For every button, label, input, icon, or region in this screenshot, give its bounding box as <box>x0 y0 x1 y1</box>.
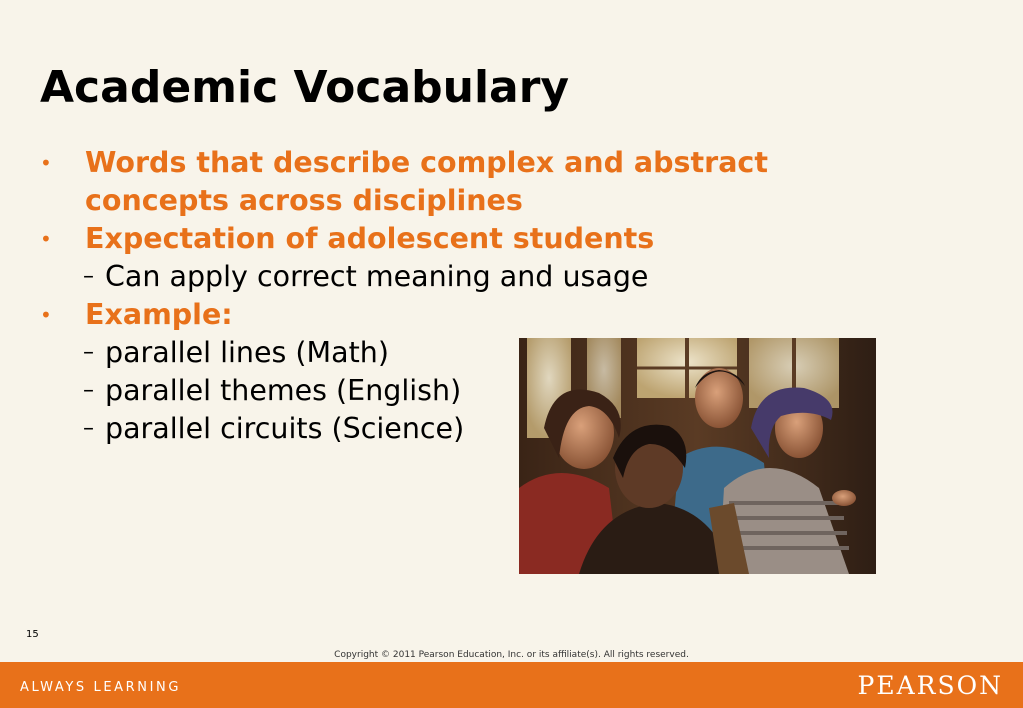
sub-bullet-text: parallel themes (English) <box>105 374 462 407</box>
bullet-text: Words that describe complex and abstract concepts across disciplines <box>85 146 768 217</box>
dash-icon: – <box>83 264 94 289</box>
sub-bullet-text: Can apply correct meaning and usage <box>105 260 649 293</box>
pearson-logo: PEARSON <box>857 671 1003 700</box>
dash-icon: – <box>83 378 94 403</box>
bullet-dot-icon: • <box>40 303 52 327</box>
bullet-dot-icon: • <box>40 151 52 175</box>
sub-bullet-item <box>38 258 858 296</box>
slide-title: Academic Vocabulary <box>40 62 570 113</box>
sub-bullet-text: parallel circuits (Science) <box>105 412 465 445</box>
bullet-dot-icon: • <box>40 227 52 251</box>
bullet-text: Example: <box>85 298 233 331</box>
students-in-classroom-photo <box>519 338 876 574</box>
dash-icon: – <box>83 340 94 365</box>
bullet-item <box>38 144 858 220</box>
dash-icon: – <box>83 416 94 441</box>
footer-bar <box>0 662 1023 708</box>
bullet-item <box>38 296 858 334</box>
bullet-text: Expectation of adolescent students <box>85 222 655 255</box>
copyright-notice: Copyright © 2011 Pearson Education, Inc. or its affiliate(s). All rights reserved. <box>334 650 689 660</box>
bullet-item <box>38 220 858 258</box>
slide-number: 15 <box>26 629 39 640</box>
footer-tagline: ALWAYS LEARNING <box>20 680 182 695</box>
sub-bullet-text: parallel lines (Math) <box>105 336 389 369</box>
